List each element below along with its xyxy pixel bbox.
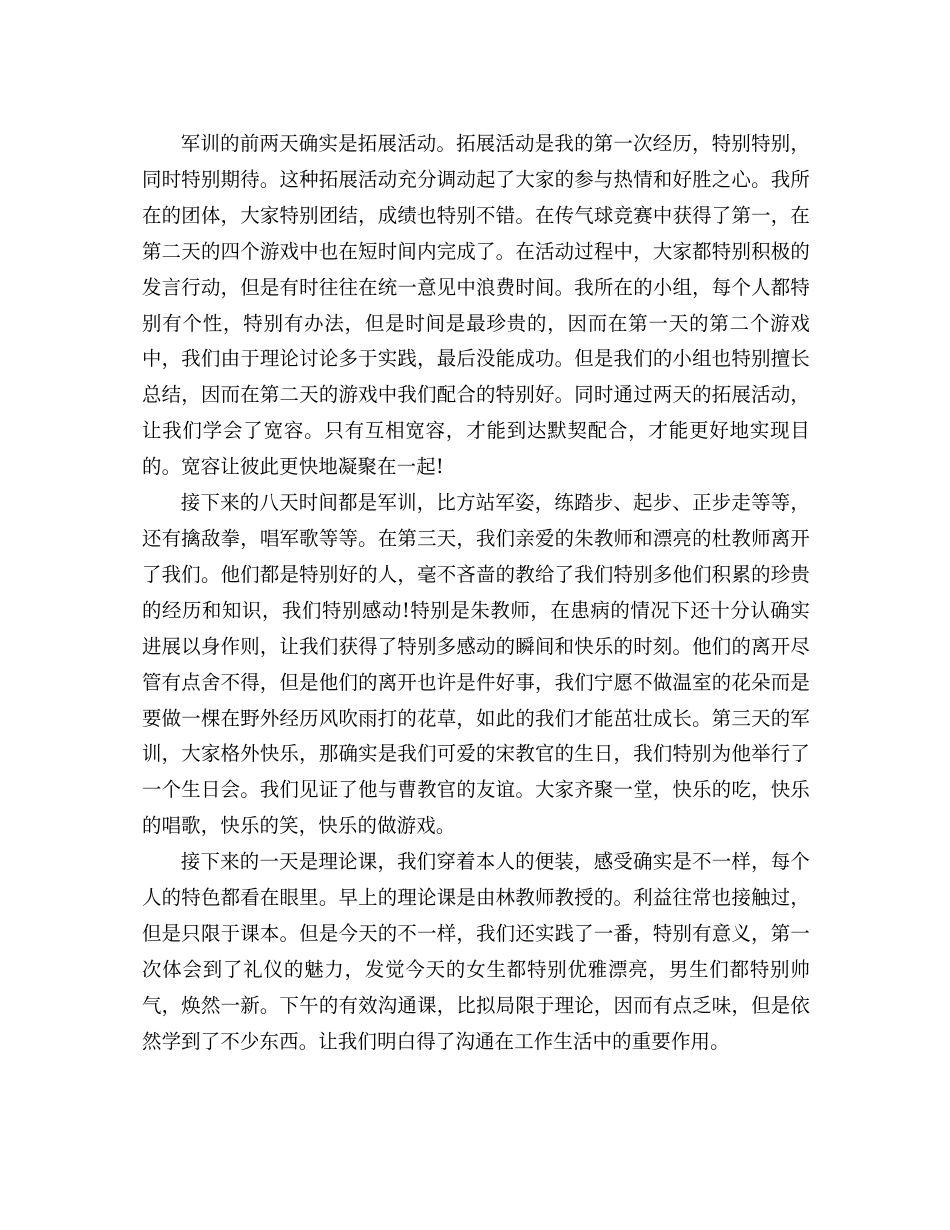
paragraph-military-training: 接下来的八天时间都是军训，比方站军姿，练踏步、起步、正步走等等，还有擒敌拳，唱军歌等等。在第三天，我们亲爱的朱教师和漂亮的杜教师离开了我们。他们都是特别好的人，毫不吝啬的教给了我们特别多他们积累的珍贵的经历和知识，我们特别感动!特别是朱教师，在患病的情况下还十分认确实进展以身作则，让我们获得了特别多感动的瞬间和快乐的时刻。他们的离开尽管有点舍不得，但是他们的离开也许是件好事，我们宁愿不做温室的花朵而是要做一棵在野外经历风吹雨打的花草，如此的我们才能茁壮成长。第三天的军训，大家格外快乐，那确实是我们可爱的宋教官的生日，我们特别为他举行了一个生日会。我们见证了他与曹教官的友谊。大家齐聚一堂，快乐的吃，快乐的唱歌，快乐的笑，快乐的做游戏。	[142, 491, 810, 838]
paragraph-expansion-activities: 军训的前两天确实是拓展活动。拓展活动是我的第一次经历，特别特别，同时特别期待。这种拓展活动充分调动起了大家的参与热情和好胜之心。我所在的团体，大家特别团结，成绩也特别不错。在传气球竞赛中获得了第一，在第二天的四个游戏中也在短时间内完成了。在活动过程中，大家都特别积极的发言行动，但是有时往往在统一意见中浪费时间。我所在的小组，每个人都特别有个性，特别有办法，但是时间是最珍贵的，因而在第一天的第二个游戏中，我们由于理论讨论多于实践，最后没能成功。但是我们的小组也特别擅长总结，因而在第二天的游戏中我们配合的特别好。同时通过两天的拓展活动，让我们学会了宽容。只有互相宽容，才能到达默契配合，才能更好地实现目的。宽容让彼此更快地凝聚在一起!	[142, 132, 810, 479]
paragraph-theory-class: 接下来的一天是理论课，我们穿着本人的便装，感受确实是不一样，每个人的特色都看在眼里。早上的理论课是由林教师教授的。利益往常也接触过，但是只限于课本。但是今天的不一样，我们还实践了一番，特别有意义，第一次体会到了礼仪的魅力，发觉今天的女生都特别优雅漂亮，男生们都特别帅气，焕然一新。下午的有效沟通课，比拟局限于理论，因而有点乏味，但是依然学到了不少东西。让我们明白得了沟通在工作生活中的重要作用。	[142, 850, 810, 1053]
document-body	[142, 126, 810, 1060]
